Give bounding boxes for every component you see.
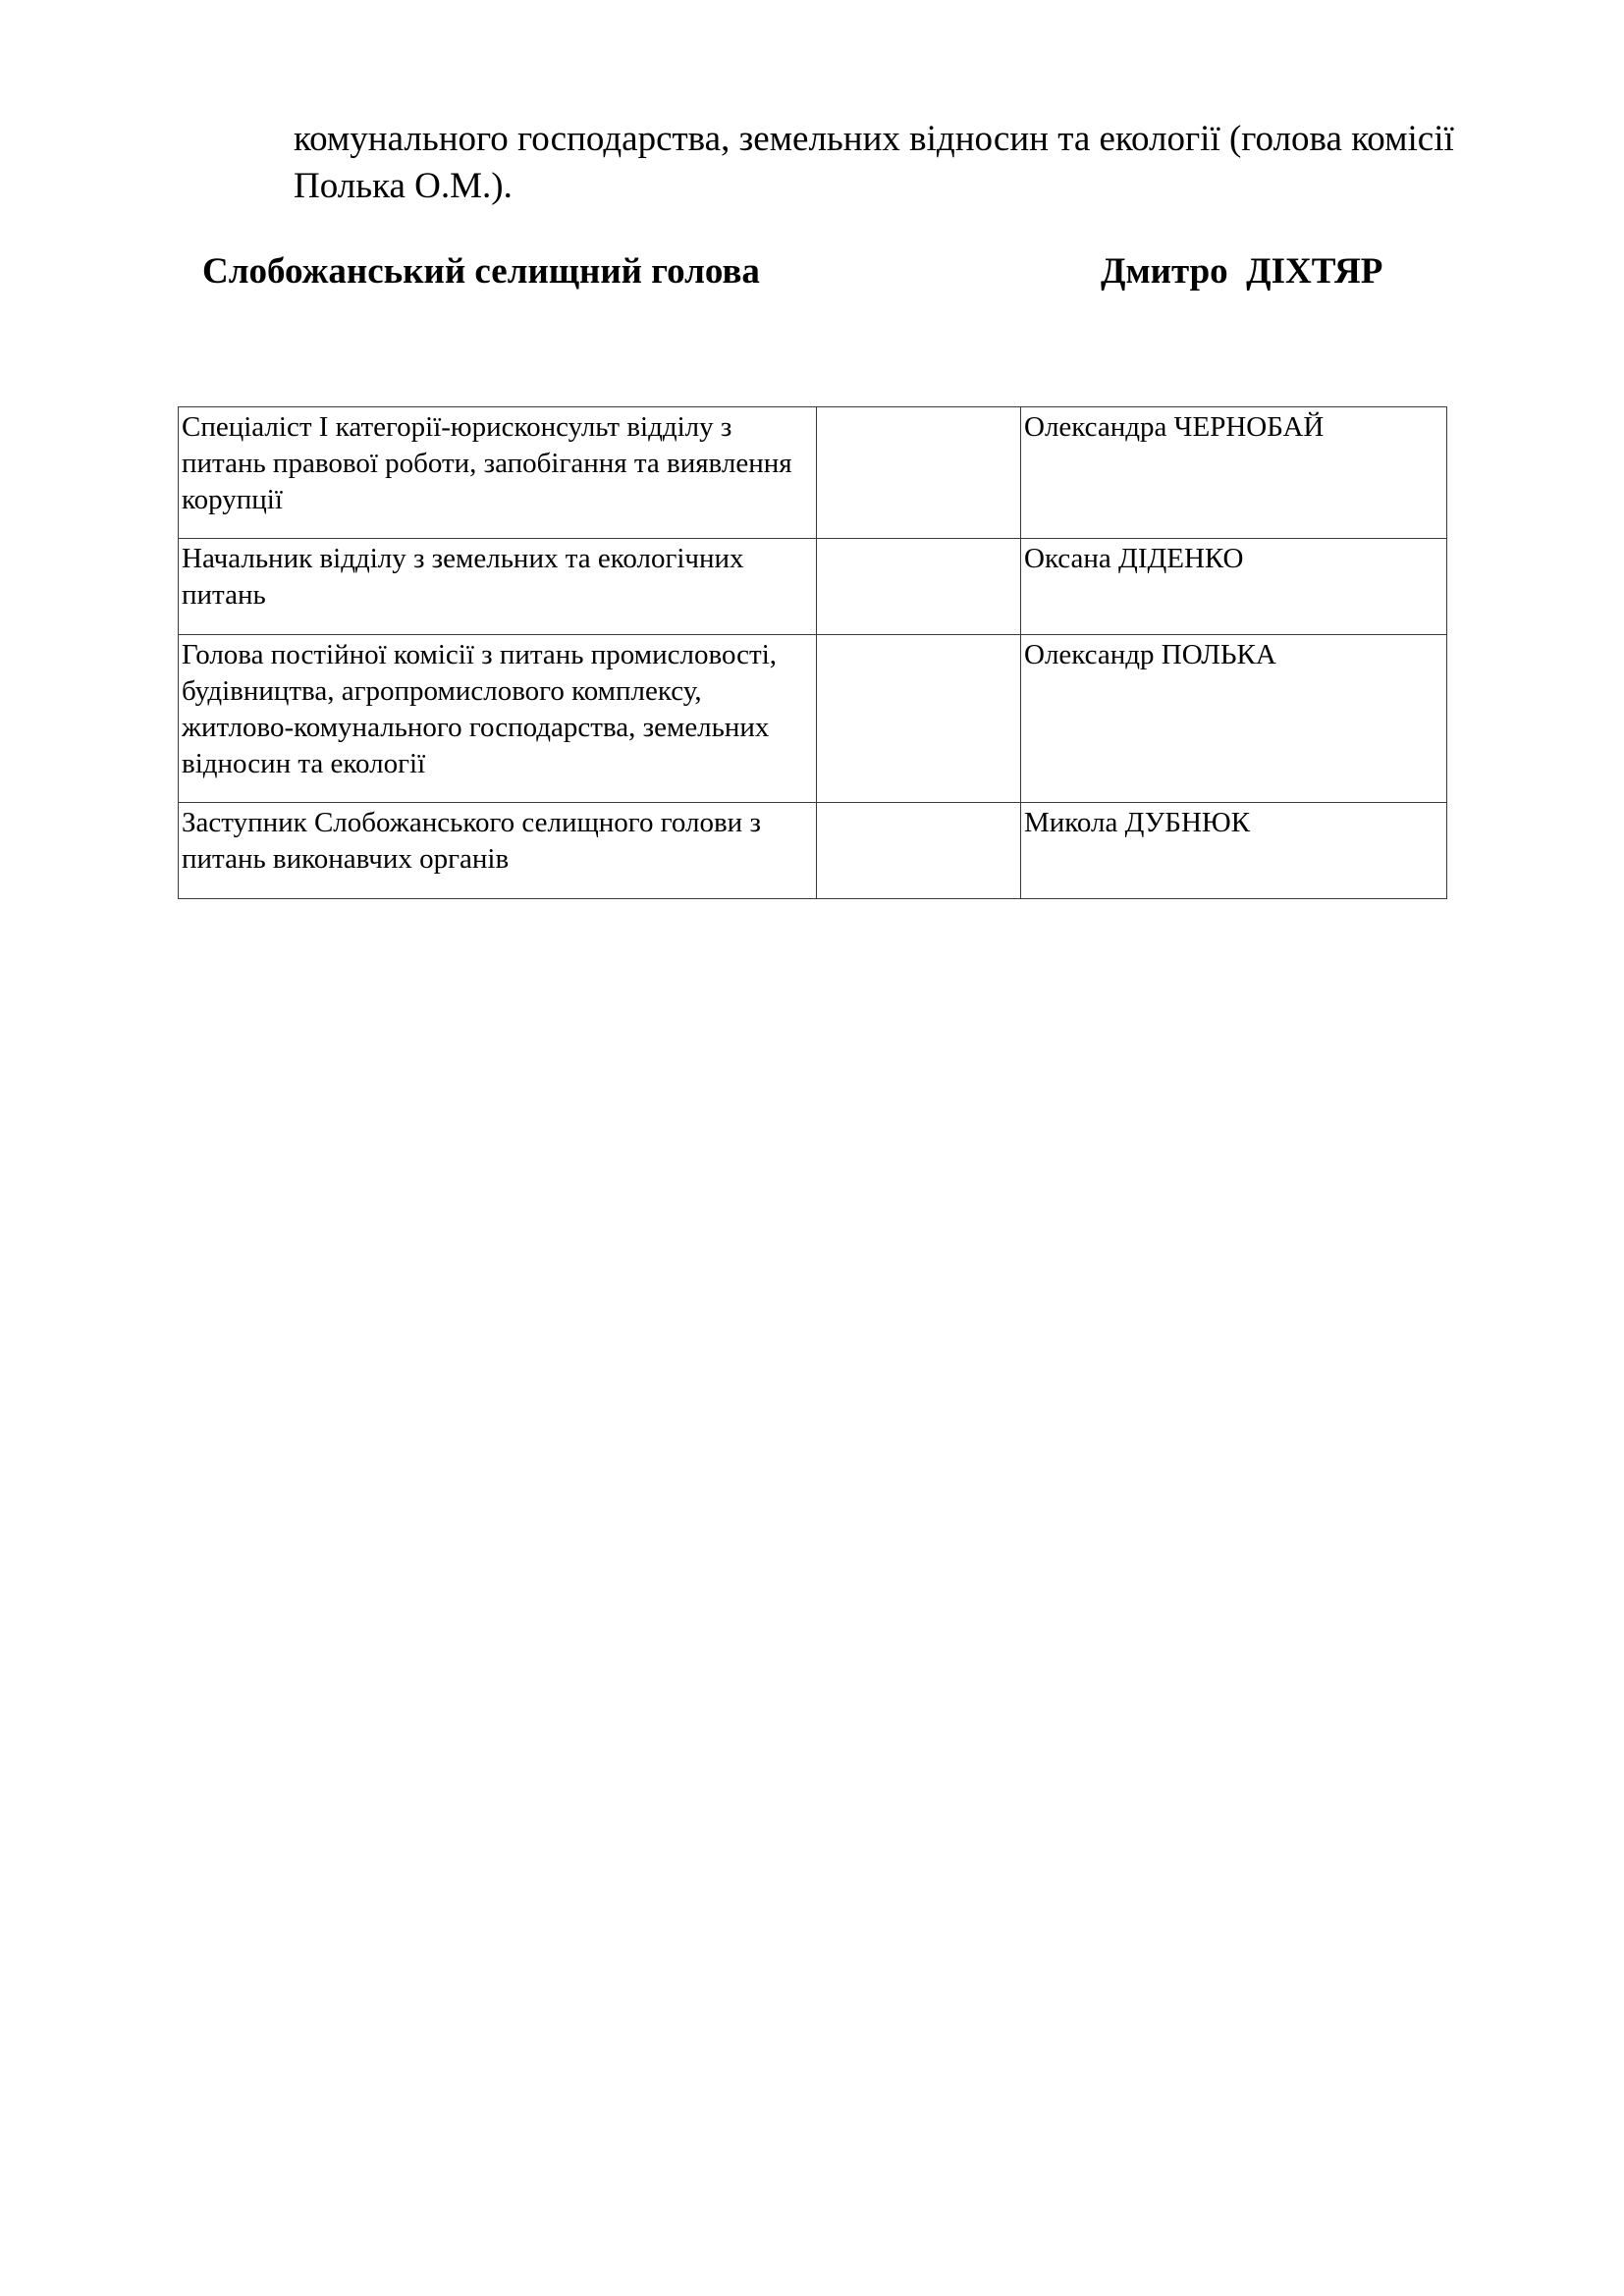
approver-name: Олександра ЧЕРНОБАЙ — [1021, 407, 1447, 539]
approver-position: Спеціаліст I категорії-юрисконсульт відділу з питань правової роботи, запобігання та виявлення корупції — [179, 407, 817, 539]
table-row — [179, 539, 1447, 635]
table-row — [179, 803, 1447, 899]
table-row — [179, 635, 1447, 803]
signature-cell — [817, 539, 1021, 635]
approvals-table — [178, 406, 1447, 899]
approver-position: Заступник Слобожанського селищного голови з питань виконавчих органів — [179, 803, 817, 899]
signatory-position: Слобожанський селищний голова — [202, 251, 760, 292]
signature-cell — [817, 803, 1021, 899]
signature-cell — [817, 635, 1021, 803]
approver-name: Олександр ПОЛЬКА — [1021, 635, 1447, 803]
paragraph-continuation — [294, 116, 1531, 210]
paragraph-line: комунального господарства, земельних відносин та екології (голова комісії — [294, 119, 1454, 159]
table-row — [179, 407, 1447, 539]
approver-position: Голова постійної комісії з питань промисловості, будівництва, агропромислового комплексу, житлово-комунального господарства, земельних відносин та екології — [179, 635, 817, 803]
approver-name: Микола ДУБНЮК — [1021, 803, 1447, 899]
paragraph-line: Полька О.М.). — [294, 166, 513, 206]
signatory-name: Дмитро ДІХТЯР — [1101, 251, 1383, 292]
approver-name: Оксана ДІДЕНКО — [1021, 539, 1447, 635]
approver-position: Начальник відділу з земельних та екологічних питань — [179, 539, 817, 635]
signature-cell — [817, 407, 1021, 539]
